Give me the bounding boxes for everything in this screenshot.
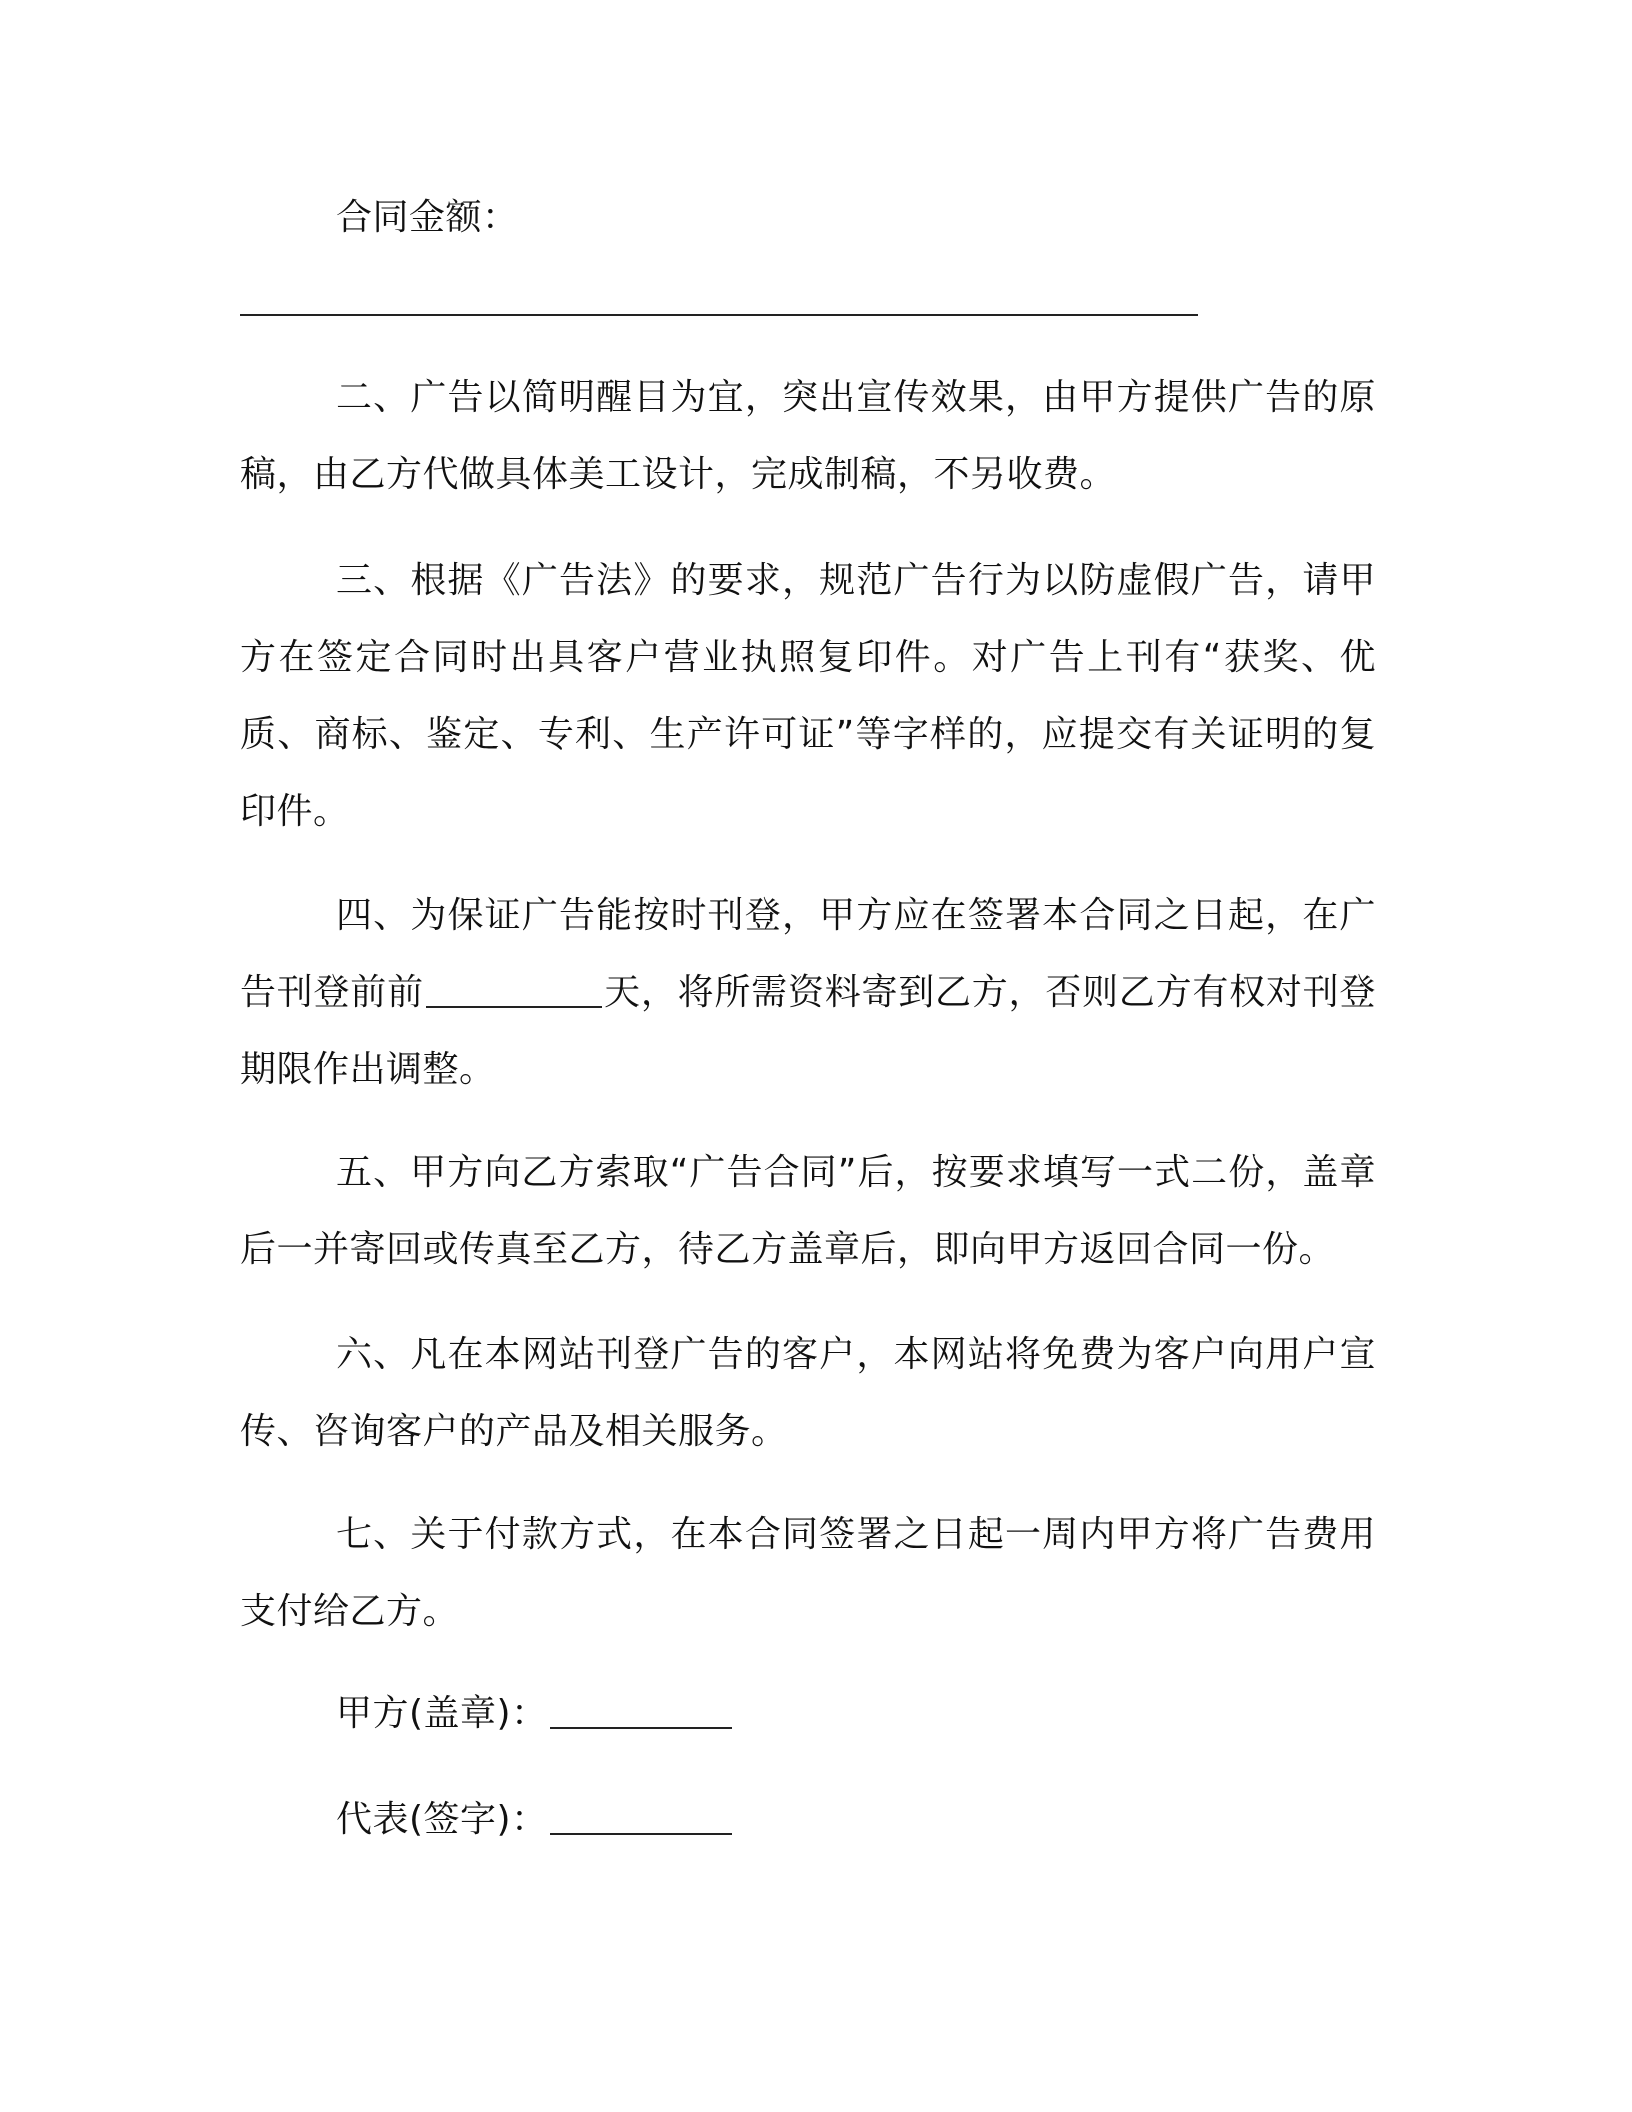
party-a-signature-line — [240, 1690, 1472, 1738]
representative-label: 代表(签字)： — [336, 1799, 548, 1840]
clause-4 — [240, 877, 1376, 1108]
clause-4-before: 四、为保证广告能按时刊登，甲方应在签署本合同之日起，在广告刊登前前 — [240, 895, 1376, 1013]
party-a-label: 甲方(盖章)： — [336, 1693, 548, 1734]
clause-6: 六、凡在本网站刊登广告的客户，本网站将免费为客户向用户宣传、咨询客户的产品及相关服务。 — [240, 1334, 1376, 1452]
contract-amount-line — [240, 194, 1472, 242]
clause-4-after: 天，将所需资料寄到乙方，否则乙方有权对刊登期限作出调整。 — [240, 972, 1376, 1090]
clause-7: 七、关于付款方式，在本合同签署之日起一周内甲方将广告费用支付给乙方。 — [240, 1514, 1376, 1632]
clause-3: 三、根据《广告法》的要求，规范广告行为以防虚假广告，请甲方在签定合同时出具客户营业执照复印件。对广告上刊有“获奖、优质、商标、鉴定、专利、生产许可证”等字样的，应提交有关证明的复印件。 — [240, 560, 1376, 832]
days-blank — [426, 976, 602, 1008]
clause-5: 五、甲方向乙方索取“广告合同”后，按要求填写一式二份，盖章后一并寄回或传真至乙方，待乙方盖章后，即向甲方返回合同一份。 — [240, 1152, 1376, 1270]
party-a-blank — [550, 1697, 732, 1729]
representative-blank — [550, 1803, 732, 1835]
clause-2: 二、广告以简明醒目为宜，突出宣传效果，由甲方提供广告的原稿，由乙方代做具体美工设计，完成制稿，不另收费。 — [240, 377, 1376, 495]
contract-amount-label: 合同金额： — [336, 197, 519, 238]
representative-signature-line — [240, 1796, 1472, 1844]
contract-amount-blank-line — [240, 314, 1198, 316]
